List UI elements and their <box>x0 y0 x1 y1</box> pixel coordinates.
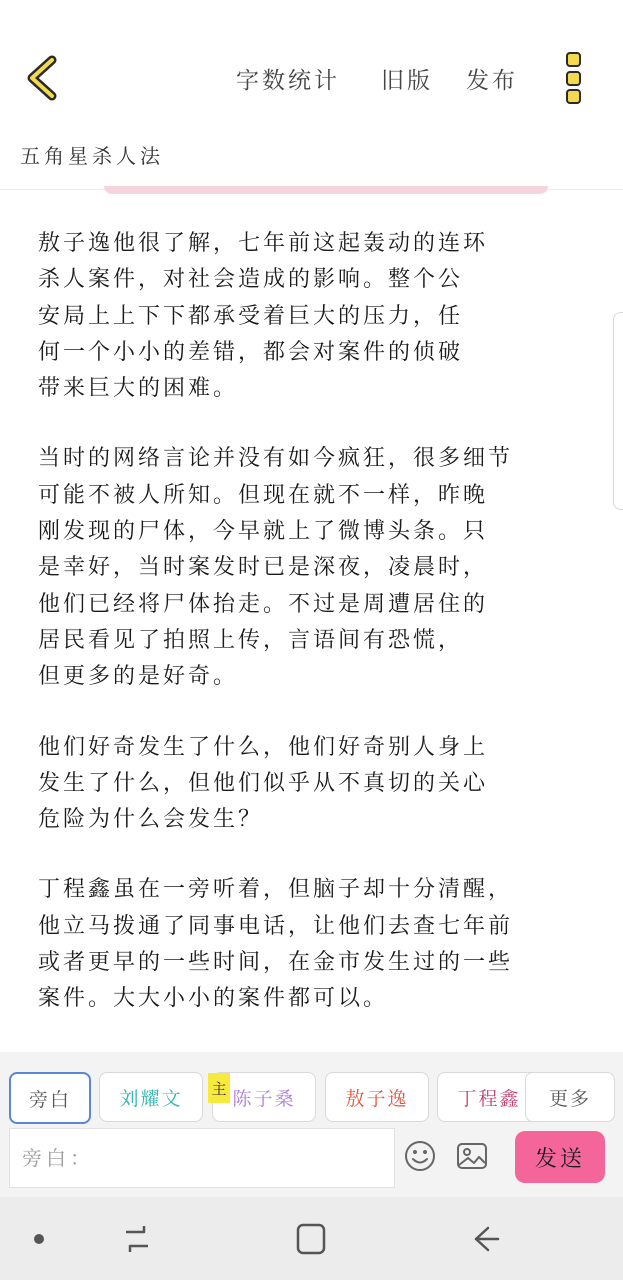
more-roles-label: 更多 <box>548 1087 591 1110</box>
smiley-icon <box>403 1139 437 1173</box>
role-chip-ao-ziyi[interactable] <box>325 1072 429 1122</box>
dot-icon <box>33 1233 45 1245</box>
role-label: 陈子桑 <box>232 1087 296 1110</box>
text-line: 发生了什么，但他们似乎从不真切的关心 <box>38 770 489 796</box>
text-line: 他立马拨通了同事电话，让他们去查七年前 <box>38 913 514 939</box>
menu-dot-icon <box>566 89 581 104</box>
more-menu-button[interactable] <box>560 52 586 104</box>
nav-back-icon <box>468 1222 502 1256</box>
text-line: 何一个小小的差错，都会对案件的侦破 <box>38 339 464 365</box>
word-count-button[interactable]: 字数统计 <box>236 68 340 94</box>
message-input[interactable] <box>10 1129 394 1187</box>
text-line: 是幸好，当时案发时已是深夜，凌晨时， <box>38 555 489 581</box>
text-line: 敖子逸他很了解，七年前这起轰动的连环 <box>38 231 489 256</box>
text-line: 他们好奇发生了什么，他们好奇别人身上 <box>38 734 489 760</box>
paragraph <box>38 730 593 839</box>
role-chip-liu-yaowen[interactable] <box>99 1072 203 1122</box>
nav-dot-button[interactable] <box>17 1217 61 1261</box>
text-line: 危险为什么会发生？ <box>38 807 264 833</box>
text-line: 可能不被人所知。但现在就不一样，昨晚 <box>38 482 489 508</box>
text-line: 但更多的是好奇。 <box>38 664 239 690</box>
send-button[interactable]: 发送 <box>515 1131 605 1183</box>
text-line: 案件。大大小小的案件都可以。 <box>38 986 389 1012</box>
paragraph <box>38 441 593 695</box>
role-label: 旁白 <box>28 1088 71 1111</box>
recent-apps-icon <box>120 1222 154 1256</box>
back-button[interactable] <box>18 52 66 104</box>
image-button[interactable] <box>454 1138 490 1174</box>
home-button[interactable] <box>289 1217 333 1261</box>
home-icon <box>295 1222 327 1256</box>
lead-role-badge: 主 <box>208 1073 230 1103</box>
system-nav-bar <box>0 1197 623 1280</box>
text-line: 他们已经将尸体抬走。不过是周遭居住的 <box>38 591 489 617</box>
text-line: 杀人案件，对社会造成的影响。整个公 <box>38 267 464 293</box>
paragraph <box>38 872 593 1017</box>
nav-back-button[interactable] <box>463 1217 507 1261</box>
top-toolbar <box>0 0 623 130</box>
recent-apps-button[interactable] <box>115 1217 159 1261</box>
publish-button[interactable]: 发布 <box>466 68 518 94</box>
emoji-button[interactable] <box>402 1138 438 1174</box>
role-chip-narrator[interactable] <box>9 1072 91 1124</box>
text-line: 安局上上下下都承受着巨大的压力，任 <box>38 303 464 329</box>
back-arrow-icon <box>22 54 62 102</box>
scroll-handle[interactable] <box>613 312 623 510</box>
role-label: 敖子逸 <box>345 1087 409 1110</box>
text-line: 当时的网络言论并没有如今疯狂，很多细节 <box>38 446 514 472</box>
old-version-button[interactable]: 旧版 <box>381 68 433 94</box>
document-body[interactable] <box>38 226 593 1052</box>
message-input-box[interactable] <box>9 1128 395 1188</box>
role-label: 刘耀文 <box>119 1087 183 1110</box>
image-icon <box>455 1140 489 1172</box>
role-label: 丁程鑫 <box>457 1087 521 1110</box>
text-line: 居民看见了拍照上传，言语间有恐慌， <box>38 627 464 653</box>
menu-dot-icon <box>566 71 581 86</box>
text-line: 带来巨大的困难。 <box>38 376 239 402</box>
text-line: 丁程鑫虽在一旁听着，但脑子却十分清醒， <box>38 877 514 903</box>
paragraph <box>38 226 593 407</box>
document-title[interactable]: 五角星杀人法 <box>20 144 164 168</box>
text-line: 或者更早的一些时间，在金市发生过的一些 <box>38 950 514 976</box>
more-roles-button[interactable] <box>525 1072 615 1122</box>
text-line: 刚发现的尸体，今早就上了微博头条。只 <box>38 519 489 545</box>
pink-decoration-strip <box>104 186 548 194</box>
menu-dot-icon <box>566 52 581 67</box>
